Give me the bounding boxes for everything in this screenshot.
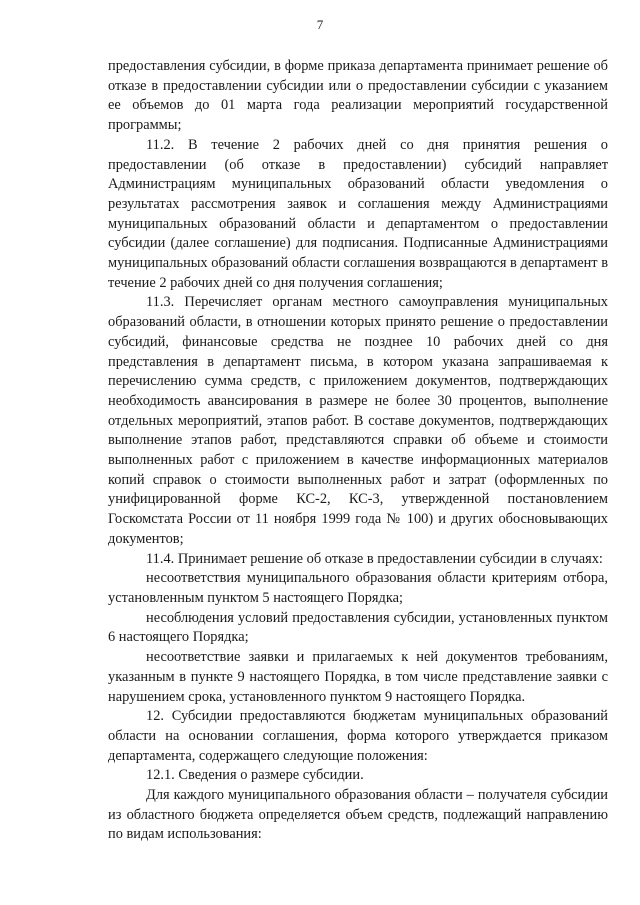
paragraph-12: 12. Субсидии предоставляются бюджетам муниципальных образований области на основании соглашения, форма которого утверждается приказом департамента, содержащего следующие положения: xyxy=(108,708,608,764)
paragraph-volume: Для каждого муниципального образования области – получателя субсидии из областного бюджета определяется объем средств, подлежащий направлению по видам использования: xyxy=(108,787,608,843)
refusal-reason-2: несоблюдения условий предоставления субсидии, установленных пунктом 6 настоящего Порядка; xyxy=(108,609,608,646)
refusal-reason-3: несоответствие заявки и прилагаемых к ней документов требованиям, указанным в пункте 9 настоящего Порядка, в том числе представление заявки с нарушением срока, установленного пунктом 9 настоящего Порядка. xyxy=(108,649,608,705)
paragraph-11-3: 11.3. Перечисляет органам местного самоуправления муниципальных образований области, в отношении которых принято решение о предоставлении субсидий, финансовые средства не позднее 10 рабочих дней со дня представления в департамент письма, в котором указана запрашиваемая к перечислению сумма средств, с приложением документов, подтверждающих необходимость авансирования в размере не более 30 процентов, выполнение отдельных мероприятий, этапов работ. В составе документов, подтверждающих выполнение этапов работ, представляются справки об объеме и стоимости выполненных работ с приложением в качестве информационных материалов копий справок о стоимости выполненных работ и затрат (оформленных по унифицированной форме КС-2, КС-3, утвержденной постановлением Госкомстата России от 11 ноября 1999 года № 100) и других обосновывающих документов; xyxy=(108,294,608,547)
page-number: 7 xyxy=(316,17,324,32)
paragraph-11-2: 11.2. В течение 2 рабочих дней со дня принятия решения о предоставлении (об отказе в предоставлении) субсидий направляет Администрациям муниципальных образований области уведомления о результатах рассмотрения заявок и соглашения между Администрациями муниципальных образований области и департаментом о предоставлении субсидии (далее соглашение) для подписания. Подписанные Администрациями муниципальных образований области соглашения возвращаются в департамент в течение 2 рабочих дней со дня получения соглашения; xyxy=(108,136,608,291)
refusal-reason-1: несоответствия муниципального образования области критериям отбора, установленным пунктом 5 настоящего Порядка; xyxy=(108,570,608,606)
document-body xyxy=(108,57,608,845)
paragraph-11-4: 11.4. Принимает решение об отказе в предоставлении субсидии в случаях: xyxy=(146,550,603,567)
paragraph-12-1: 12.1. Сведения о размере субсидии. xyxy=(146,767,364,784)
paragraph-continuation: предоставления субсидии, в форме приказа департамента принимает решение об отказе в предоставлении субсидии или о предоставлении субсидии с указанием ее объемов до 01 марта года реализации мероприятий государственной программы; xyxy=(108,58,608,134)
